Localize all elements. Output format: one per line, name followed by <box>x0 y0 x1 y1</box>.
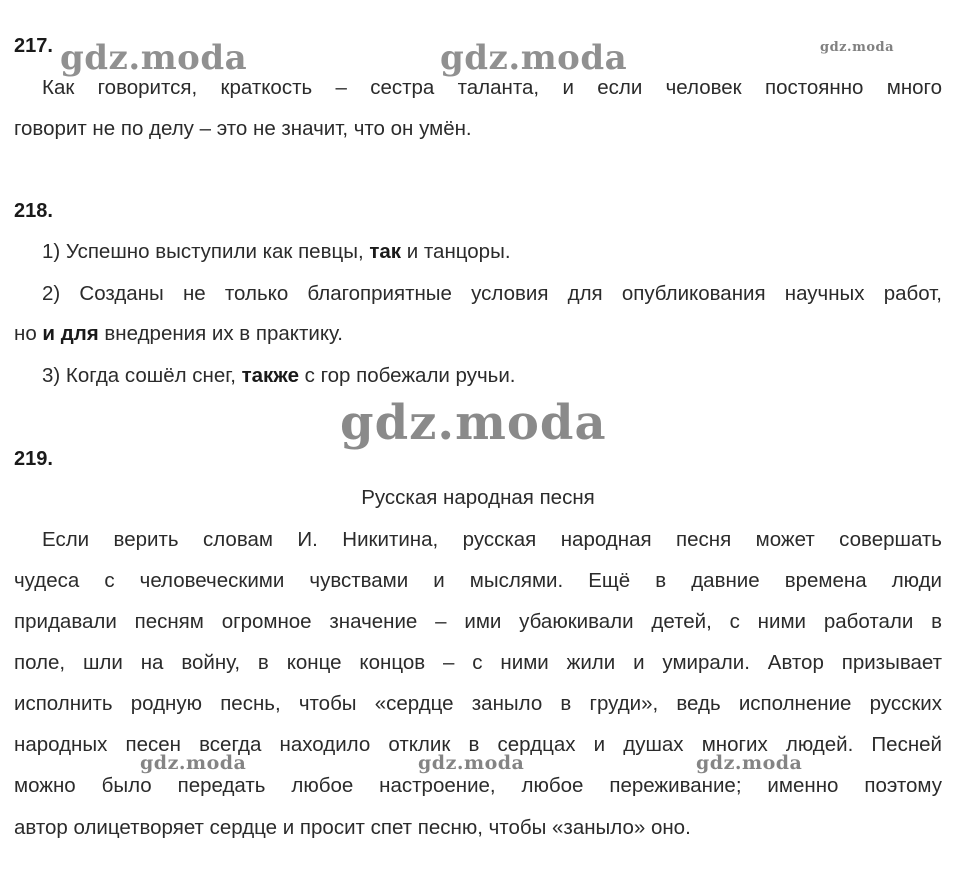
watermark: gdz.moda <box>340 395 607 451</box>
watermark: gdz.moda <box>440 38 628 78</box>
watermark: gdz.moda <box>140 752 247 774</box>
exercise-number-217: 217. <box>14 35 53 57</box>
ex219-line: народных песен всегда находило отклик в сердцах и душах многих людей. Песней <box>14 733 942 756</box>
ex217-line-1: Как говорится, краткость – сестра таланта, и если человек постоянно много <box>42 76 942 99</box>
ex219-line: можно было передать любое настроение, любое переживание; именно поэтому <box>14 774 942 797</box>
ex218-item-3: 3) Когда сошёл снег, также с гор побежали ручьи. <box>42 364 516 387</box>
ex219-line: автор олицетворяет сердце и просит спет песню, чтобы «заныло» оно. <box>14 816 691 839</box>
ex219-line: чудеса с человеческими чувствами и мыслями. Ещё в давние времена люди <box>14 569 942 592</box>
exercise-number-218: 218. <box>14 200 53 222</box>
watermark: gdz.moda <box>696 752 803 774</box>
ex218-item-2-line-2: но и для внедрения их в практику. <box>14 322 343 345</box>
ex219-line: придавали песням огромное значение – ими убаюкивали детей, с ними работали в <box>14 610 942 633</box>
ex219-line: исполнить родную песнь, чтобы «сердце заныло в груди», ведь исполнение русских <box>14 692 942 715</box>
ex217-line-2: говорит не по делу – это не значит, что он умён. <box>14 117 472 140</box>
ex218-item-1: 1) Успешно выступили как певцы, так и танцоры. <box>42 240 511 263</box>
exercise-number-219: 219. <box>14 448 53 470</box>
watermark: gdz.moda <box>418 752 525 774</box>
ex219-line: Если верить словам И. Никитина, русская народная песня может совершать <box>42 528 942 551</box>
watermark: gdz.moda <box>820 40 895 55</box>
ex218-item-2-line-1: 2) Созданы не только благоприятные условия для опубликования научных работ, <box>42 282 942 305</box>
watermark: gdz.moda <box>60 38 248 78</box>
ex219-title: Русская народная песня <box>361 486 595 509</box>
ex219-line: поле, шли на войну, в конце концов – с ними жили и умирали. Автор призывает <box>14 651 942 674</box>
